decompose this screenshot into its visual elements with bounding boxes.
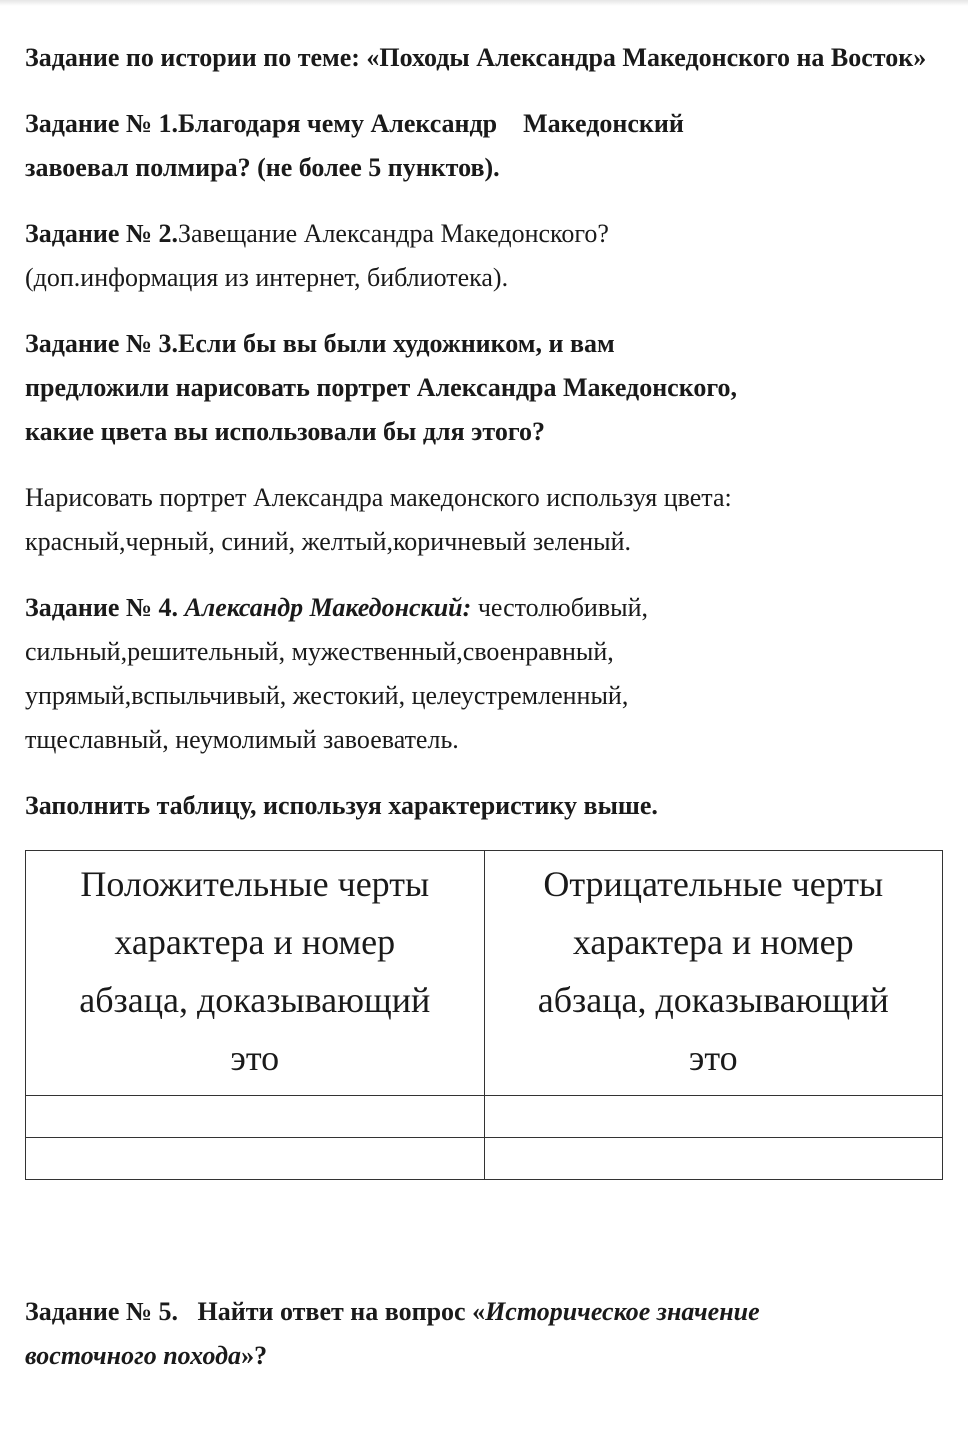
answer-3-line2: красный,черный, синий, желтый,коричневый зеленый.: [25, 527, 632, 556]
header-positive-line3: абзаца, доказывающий: [79, 980, 431, 1020]
table-row: [26, 1138, 943, 1180]
document-page: [25, 36, 943, 1180]
task-3-text-line2: предложили нарисовать портрет Александра Македонского,: [25, 373, 738, 402]
document-title: [25, 36, 943, 80]
task-1-label: Задание № 1.: [25, 109, 179, 138]
header-positive-line4: это: [230, 1038, 280, 1078]
task-3: [25, 322, 943, 454]
table-cell-negative[interactable]: [484, 1138, 943, 1180]
traits-table: [25, 850, 943, 1180]
task-4-line3: упрямый,вспыльчивый, жестокий, целеустремленный,: [25, 681, 629, 710]
task-4-line4: тщеславный, неумолимый завоеватель.: [25, 725, 459, 754]
table-cell-positive[interactable]: [26, 1138, 485, 1180]
title-text: Задание по истории по теме: «Походы Александра Македонского на Восток»: [25, 43, 927, 72]
task-4-line2: сильный,решительный, мужественный,своенравный,: [25, 637, 614, 666]
task-3-text-line3: какие цвета вы использовали бы для этого?: [25, 417, 545, 446]
task-1: [25, 102, 943, 190]
task-4-line1: честолюбивый,: [471, 593, 648, 622]
task-2: [25, 212, 943, 300]
header-negative-line4: это: [688, 1038, 738, 1078]
task-2-label: Задание № 2.: [25, 219, 179, 248]
task-4-label: Задание № 4.: [25, 593, 179, 622]
header-negative-line3: абзаца, доказывающий: [537, 980, 889, 1020]
table-cell-positive[interactable]: [26, 1096, 485, 1138]
answer-3: [25, 476, 943, 564]
task-1-text-line2: завоевал полмира? (не более 5 пунктов).: [25, 153, 500, 182]
table-instruction: [25, 784, 943, 828]
table-header-row: [26, 851, 943, 1096]
task-5-label: Задание № 5.: [25, 1297, 179, 1326]
header-negative-line2: характера и номер: [572, 922, 854, 962]
task-5-text: Найти ответ на вопрос «: [178, 1297, 486, 1326]
task-4-subject: Александр Македонский:: [184, 593, 472, 622]
task-5-italic-line2: восточного похода: [25, 1341, 242, 1370]
header-positive-line1: Положительные черты: [80, 864, 430, 904]
page-top-edge: [0, 0, 968, 6]
header-negative-line1: Отрицательные черты: [543, 864, 884, 904]
header-positive-line2: характера и номер: [114, 922, 396, 962]
task-2-text-line2: (доп.информация из интернет, библиотека).: [25, 263, 509, 292]
table-row: [26, 1096, 943, 1138]
header-positive-traits: [26, 851, 485, 1096]
table-cell-negative[interactable]: [484, 1096, 943, 1138]
task-5-closing: »?: [241, 1341, 268, 1370]
answer-3-line1: Нарисовать портрет Александра македонского используя цвета:: [25, 483, 732, 512]
task-5-italic-line1: Историческое значение: [485, 1297, 760, 1326]
task-3-text-line1: Если бы вы были художником, и вам: [178, 329, 615, 358]
task-5: [25, 1290, 943, 1378]
table-instruction-text: Заполнить таблицу, используя характеристику выше.: [25, 791, 658, 820]
task-2-text-line1: Завещание Александра Македонского?: [178, 219, 609, 248]
header-negative-traits: [484, 851, 943, 1096]
task-3-label: Задание № 3.: [25, 329, 179, 358]
task-4: [25, 586, 943, 762]
task-1-text-line1: Благодаря чему Александр Македонский: [178, 109, 684, 138]
